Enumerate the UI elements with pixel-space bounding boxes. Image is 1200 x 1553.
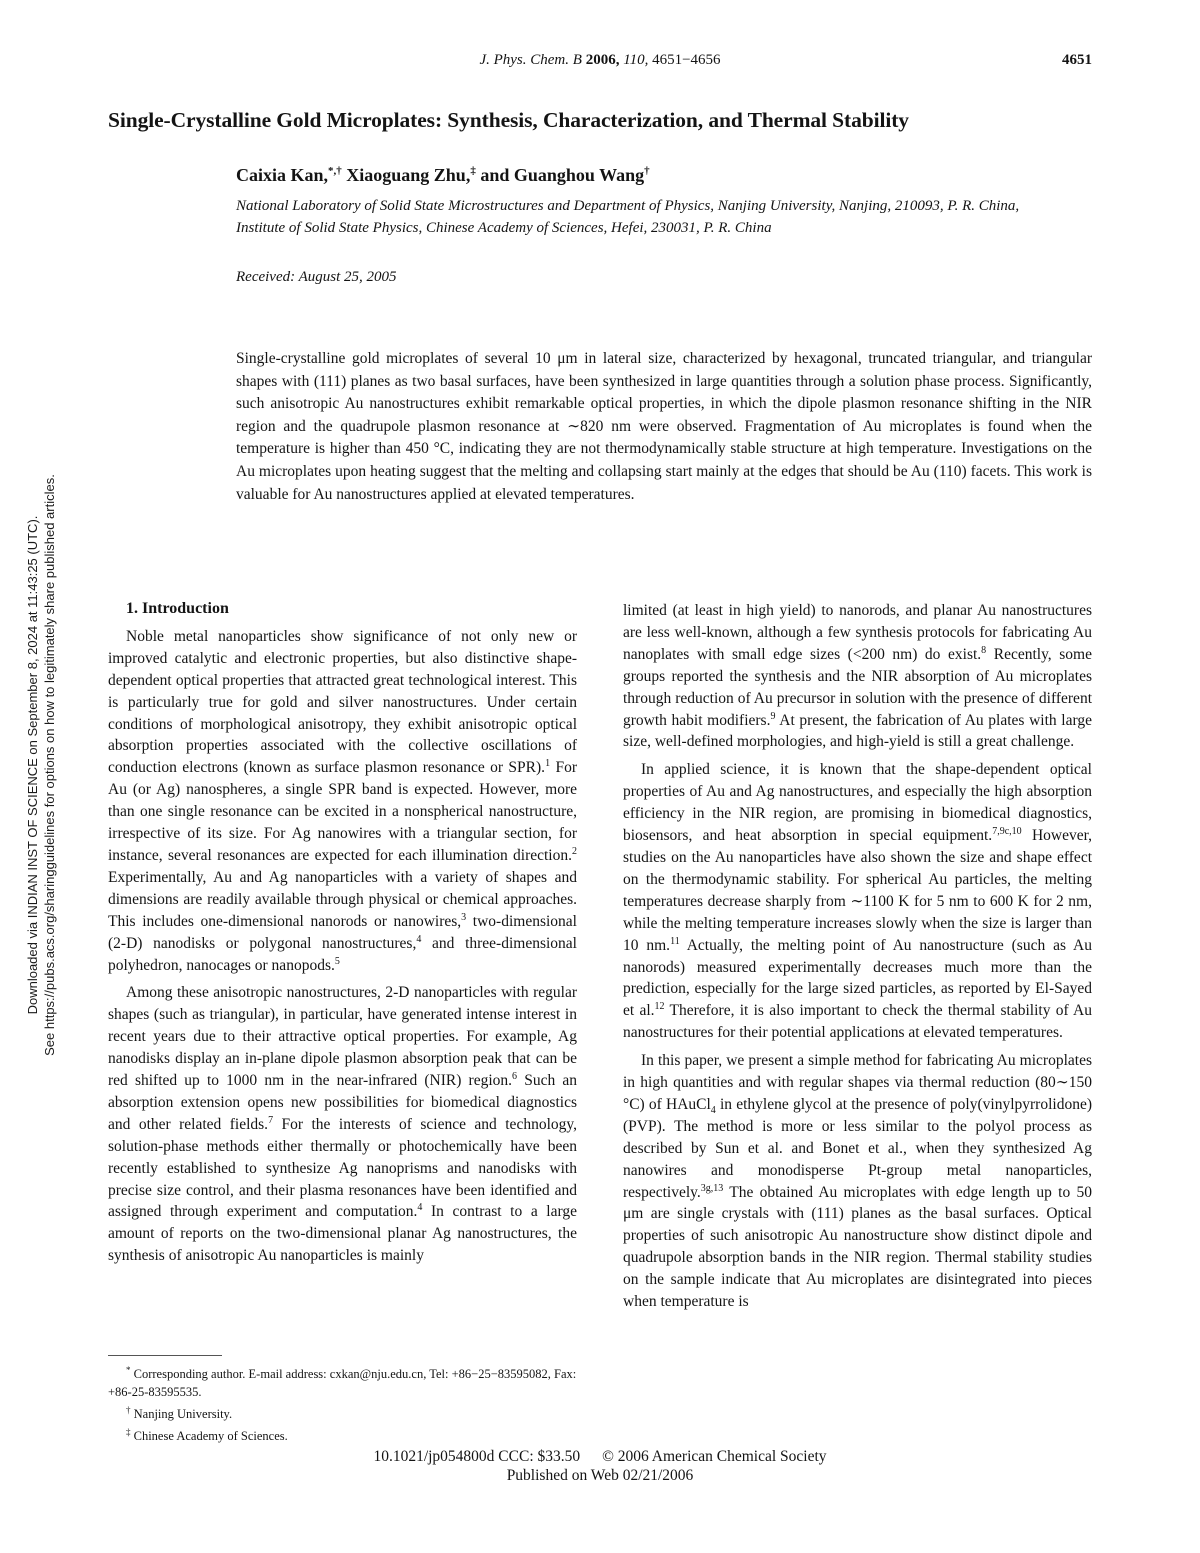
article-title: Single-Crystalline Gold Microplates: Synthesis, Characterization, and Thermal Stability — [108, 108, 909, 132]
journal-citation — [108, 52, 1092, 69]
author-list — [236, 165, 650, 186]
copyright: © 2006 American Chemical Society — [602, 1448, 827, 1465]
paragraph: In this paper, we present a simple method for fabricating Au microplates in high quantities and with regular shapes via thermal reduction (80∼150 °C) of HAuCl$_4$ in ethylene glycol at the presence of poly(vinylpyrrolidone) (PVP). The method is more or less similar to the polyol process as described by Sun et al. and Bonet et al., when they synthesized Ag nanowires and monodisperse Pt-group metal nanoparticles, respectively.$^{3g,13}$ The obtained Au microplates with edge length up to 50 μm are single crystals with (111) planes as the basal surfaces. Optical properties of such anisotropic Au nanostructure show distinct dipole and quadrupole absorption bands in the NIR region. Thermal stability studies on the sample indicate that Au microplates are disintegrated into pieces when temperature is — [623, 1052, 1092, 1311]
citation: 12 — [654, 1001, 665, 1013]
received-date: Received: August 25, 2005 — [236, 269, 397, 285]
abstract: Single-crystalline gold microplates of several 10 μm in lateral size, characterized by hexagonal, truncated triangular, and triangular shapes with (111) planes as two basal surfaces, have been synthesized in large quantities through a solution phase process. Significantly, such anisotropic Au nanostructures exhibit remarkable optical properties, in which the dipole plasmon resonance shifting in the NIR region and the quadrupole plasmon resonance at ∼820 nm were observed. Fragmentation of Au microplates is found when the temperature is higher than 450 °C, indicating they are not thermodynamically stable structure at high temperature. Investigations on the Au microplates upon heating suggest that the melting and collapsing start mainly at the edges that should be Au (110) facets. This work is valuable for Au nanostructures applied at elevated temperatures. — [236, 350, 1092, 503]
citation: 4 — [416, 933, 422, 945]
publication-date: Published on Web 02/21/2006 — [506, 1467, 694, 1484]
footer-line-1 — [0, 1447, 1200, 1466]
paragraph: limited (at least in high yield) to nanorods, and planar Au nanostructures are less well-known, although a few synthesis protocols for fabricating Au nanoplates with small edge sizes (<200 nm) do exist.$^8$ Recently, some groups reported the synthesis and the NIR absorption of Au microplates through reduction of Au precursor in solution with the presence of different growth habit modifiers.$^9$ At present, the fabrication of Au plates with large size, well-defined morphologies, and high-yield is still a great challenge. — [623, 602, 1092, 751]
page-footer — [0, 1447, 1200, 1485]
author-2: Xiaoguang Zhu, — [341, 165, 471, 185]
section-heading: 1. Introduction — [126, 600, 229, 617]
citation: 7,9c,10 — [992, 825, 1022, 837]
doi: 10.1021/jp054800d CCC: $33.50 — [373, 1448, 581, 1465]
citation: 2 — [572, 845, 577, 857]
body-column-left — [108, 598, 577, 1267]
author-3: and Guanghou Wang — [475, 165, 645, 185]
citation: 11 — [670, 935, 680, 947]
journal-year: 2006, — [585, 52, 620, 68]
paragraph: Noble metal nanoparticles show significance of not only new or improved catalytic and electronic properties, but also distinctive shape-dependent optical properties that attracted great technological interest. This is particularly true for gold and silver nanostructures. Under certain conditions of morphological anisotropy, they exhibit anisotropic optical absorption properties associated with the collective oscillations of conduction electrons (known as surface plasmon resonance or SPR).$^1$ For Au (or Ag) nanospheres, a single SPR band is expected. However, more than one single resonance can be excited in a nonspherical nanostructure, irrespective of its size. For Ag nanowires with a triangular section, for instance, several resonances are expected for each illumination direction.$^2$ Experimentally, Au and Ag nanoparticles with a variety of shapes and dimensions are readily available through physical or chemical approaches. This includes one-dimensional nanorods or nanowires,$^3$ two-dimensional (2-D) nanodisks or polygonal nanostructures,$^4$ and three-dimensional polyhedron, nanocages or nanopods.$^5$ — [108, 627, 577, 974]
page-number: 4651 — [1062, 52, 1092, 68]
running-header — [108, 52, 1092, 74]
citation: 5 — [334, 955, 340, 967]
citation: 8 — [981, 644, 987, 656]
download-line: Downloaded via INDIAN INST OF SCIENCE on September 8, 2024 at 11:43:25 (UTC). — [25, 515, 40, 1015]
citation: 1 — [545, 758, 551, 770]
citation: 9 — [770, 710, 776, 722]
download-watermark — [24, 445, 58, 1085]
citation: 6 — [512, 1070, 518, 1082]
footnote-affiliation-1: † Nanjing University. — [126, 1405, 233, 1422]
journal-volume: 110, — [623, 52, 649, 68]
journal-pages: 4651−4656 — [652, 52, 721, 68]
author-1-marks: *,† — [328, 165, 342, 177]
author-1: Caixia Kan, — [236, 165, 329, 185]
subscript: 4 — [710, 1105, 716, 1117]
author-2-marks: ‡ — [470, 165, 476, 177]
sharing-guidelines-line: See https://pubs.acs.org/sharingguidelines for options on how to legitimately share published articles. — [42, 474, 57, 1056]
footnote-divider — [108, 1355, 222, 1356]
citation: 7 — [268, 1114, 274, 1126]
paragraph: Among these anisotropic nanostructures, 2-D nanoparticles with regular shapes (such as triangular), in particular, have generated intense interest in recent years due to their attractive optical properties. For example, Ag nanodisks display an in-plane dipole plasmon absorption peak that can be red shifted up to 1000 nm in the near-infrared (NIR) region.$^6$ Such an absorption extension opens new possibilities for biomedical diagnostics and other related fields.$^7$ For the interests of science and technology, solution-phase methods either thermally or photochemically have been recently established to synthesize Ag nanoprisms and nanodisks with precise size control, and their plasma resonances have been identified and assigned through experiment and computation.$^4$ In contrast to a large amount of reports on the two-dimensional planar Ag nanostructures, the synthesis of anisotropic Au nanoparticles is mainly — [108, 984, 577, 1265]
citation: 3g,13 — [700, 1182, 724, 1194]
affiliation: National Laboratory of Solid State Microstructures and Department of Physics, Nanjing University, Nanjing, 210093, P. R. China, Institute of Solid State Physics, Chinese Academy of Sciences, Hefei, 230031, P. R. China — [236, 198, 1020, 236]
journal-name: J. Phys. Chem. B — [479, 52, 582, 68]
body-column-right — [623, 600, 1092, 1313]
footnote-affiliation-2: ‡ Chinese Academy of Sciences. — [126, 1427, 288, 1444]
citation: 4 — [417, 1202, 423, 1214]
footnotes — [108, 1361, 577, 1445]
citation: 3 — [461, 911, 467, 923]
footnote-corresponding: * Corresponding author. E-mail address: cxkan@nju.edu.cn, Tel: +86−25−83595082, Fax: +86-25-83595535. — [108, 1365, 577, 1400]
paragraph: In applied science, it is known that the shape-dependent optical properties of Au and Ag nanostructures, and especially the high absorption efficiency in the NIR region, are promising in biomedical diagnostics, biosensors, and heat absorption in special equipment.$^{7,9c,10}$ However, studies on the Au nanoparticles have also shown the size and shape effect on the thermodynamic stability. For spherical Au particles, the melting temperatures decrease sharply from ∼1100 K for 5 nm to 600 K for 2 nm, while the melting temperature increases slowly when the size is larger than 10 nm.$^{11}$ Actually, the melting point of Au nanostructure (such as Au nanorods) measured experimentally decreases much more than the prediction, especially for the large sized particles, as reported by El-Sayed et al.$^{12}$ Therefore, it is also important to check the thermal stability of Au nanostructures for their potential applications at elevated temperatures. — [623, 761, 1093, 1042]
author-3-marks: † — [644, 165, 650, 177]
